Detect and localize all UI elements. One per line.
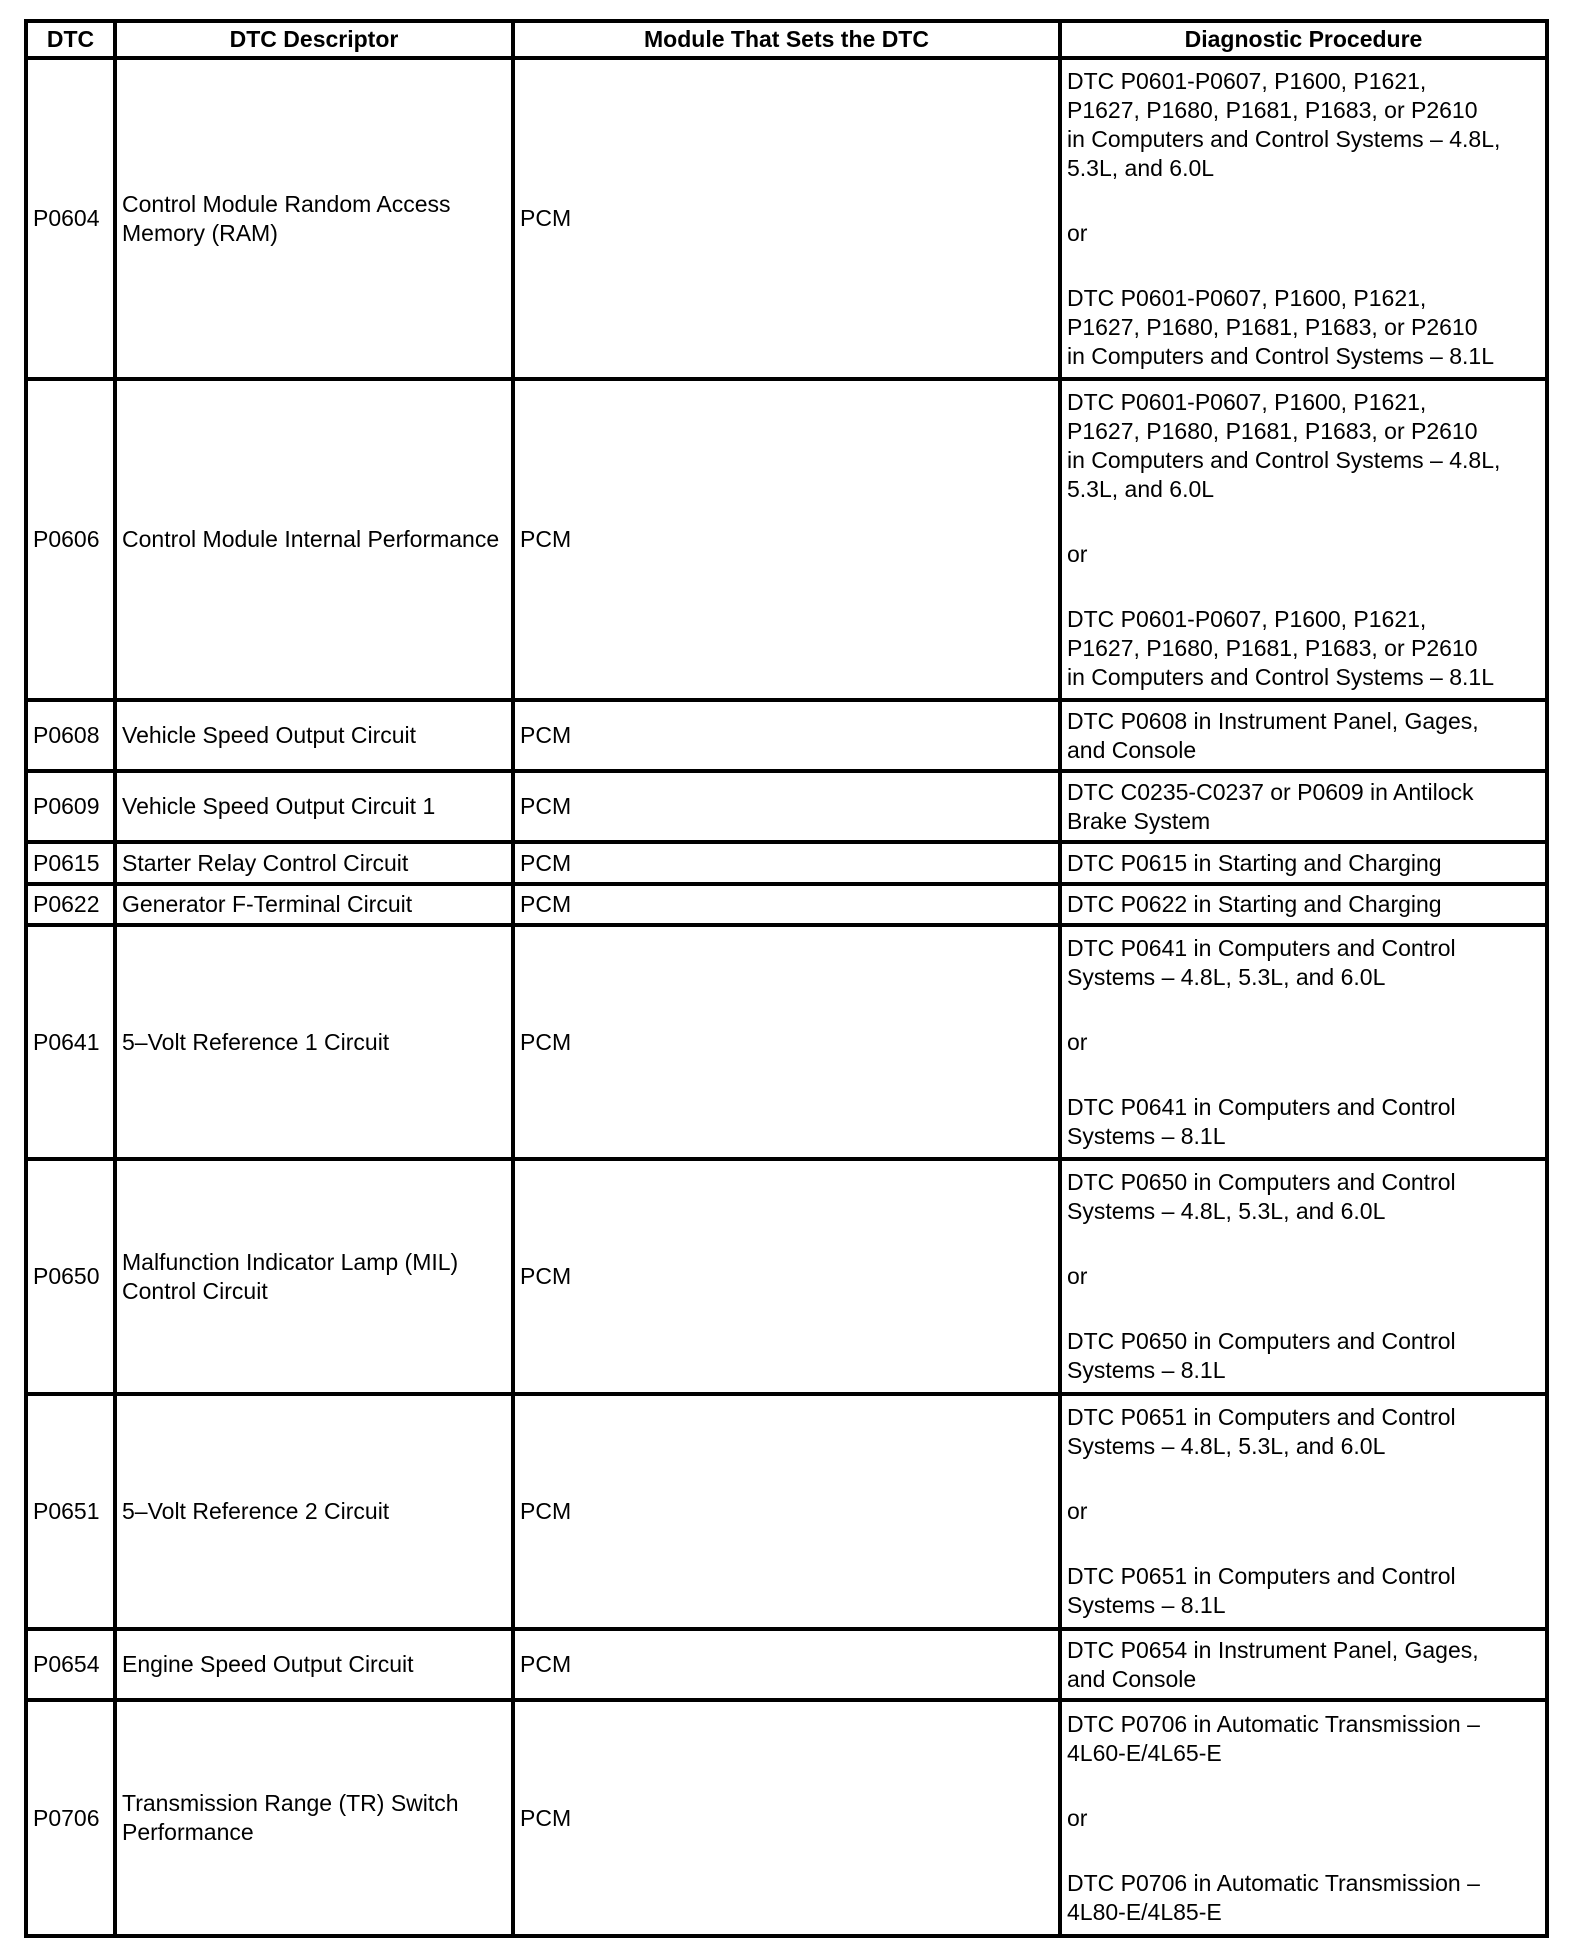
procedure-line: in Computers and Control Systems – 4.8L,: [1067, 446, 1501, 473]
diagnostic-procedure-cell: [1060, 1159, 1547, 1394]
module-cell: PCM: [513, 1159, 1060, 1394]
procedure-line: DTC P0651 in Computers and Control: [1067, 1404, 1456, 1430]
procedure-line: DTC P0601-P0607, P1600, P1621,: [1067, 284, 1427, 311]
dtc-descriptor-cell: Engine Speed Output Circuit: [115, 1629, 513, 1700]
procedure-or-text: or: [1067, 1028, 1088, 1055]
module-cell: PCM: [513, 1394, 1060, 1629]
dtc-code-cell: P0706: [26, 1700, 115, 1936]
module-cell: PCM: [513, 1700, 1060, 1936]
dtc-code-cell: P0622: [26, 884, 115, 925]
diagnostic-procedure-cell: [1060, 58, 1547, 379]
diagnostic-procedure-cell: [1060, 771, 1547, 842]
procedure-line: Systems – 8.1L: [1067, 1122, 1226, 1149]
procedure-line: in Computers and Control Systems – 8.1L: [1067, 342, 1494, 369]
procedure-line: DTC P0651 in Computers and Control: [1067, 1563, 1456, 1589]
procedure-line: DTC P0601-P0607, P1600, P1621,: [1067, 67, 1427, 94]
procedure-line: DTC P0622 in Starting and Charging: [1067, 891, 1442, 917]
table-row: [26, 1629, 1547, 1700]
table-row: [26, 884, 1547, 925]
procedure-line: Systems – 4.8L, 5.3L, and 6.0L: [1067, 963, 1386, 990]
table-row: [26, 1159, 1547, 1394]
procedure-or-text: or: [1067, 1498, 1088, 1524]
dtc-code-cell: P0615: [26, 842, 115, 884]
procedure-spacer: [1067, 992, 1540, 1028]
procedure-line: DTC P0706 in Automatic Transmission –: [1067, 1869, 1480, 1896]
procedure-line: DTC C0235-C0237 or P0609 in Antilock: [1067, 778, 1474, 805]
procedure-spacer: [1067, 1226, 1540, 1262]
diagnostic-procedure-cell: [1060, 925, 1547, 1159]
procedure-or-text: or: [1067, 1263, 1088, 1289]
module-cell: PCM: [513, 771, 1060, 842]
procedure-line: and Console: [1067, 736, 1197, 763]
procedure-line: DTC P0654 in Instrument Panel, Gages,: [1067, 1636, 1479, 1663]
procedure-line: DTC P0608 in Instrument Panel, Gages,: [1067, 707, 1479, 734]
diagnostic-procedure-cell: [1060, 1700, 1547, 1936]
dtc-descriptor-cell: 5–Volt Reference 2 Circuit: [115, 1394, 513, 1629]
procedure-line: DTC P0615 in Starting and Charging: [1067, 849, 1442, 876]
dtc-code-cell: P0606: [26, 379, 115, 700]
procedure-line: Systems – 8.1L: [1067, 1357, 1226, 1383]
module-cell: PCM: [513, 884, 1060, 925]
dtc-code-cell: P0641: [26, 925, 115, 1159]
procedure-line: P1627, P1680, P1681, P1683, or P2610: [1067, 313, 1478, 340]
table-row: [26, 842, 1547, 884]
procedure-line: DTC P0601-P0607, P1600, P1621,: [1067, 388, 1427, 415]
procedure-spacer: [1067, 1526, 1540, 1562]
procedure-line: 4L80-E/4L85-E: [1067, 1898, 1222, 1925]
procedure-line: Systems – 4.8L, 5.3L, and 6.0L: [1067, 1433, 1386, 1459]
procedure-spacer: [1067, 183, 1540, 219]
table-row: [26, 379, 1547, 700]
table-row: [26, 700, 1547, 771]
procedure-or-text: or: [1067, 540, 1088, 567]
dtc-code-cell: P0651: [26, 1394, 115, 1629]
procedure-line: P1627, P1680, P1681, P1683, or P2610: [1067, 634, 1478, 661]
procedure-or-text: or: [1067, 219, 1088, 246]
diagnostic-procedure-cell: [1060, 1394, 1547, 1629]
dtc-descriptor-cell: Malfunction Indicator Lamp (MIL) Control Circuit: [115, 1159, 513, 1394]
module-cell: PCM: [513, 700, 1060, 771]
procedure-line: Systems – 8.1L: [1067, 1592, 1226, 1618]
procedure-line: DTC P0650 in Computers and Control: [1067, 1328, 1456, 1354]
diagnostic-procedure-cell: [1060, 1629, 1547, 1700]
table-header-row: [26, 21, 1547, 58]
procedure-line: in Computers and Control Systems – 4.8L,: [1067, 125, 1501, 152]
procedure-spacer: [1067, 1833, 1540, 1869]
header-dtc: DTC: [26, 21, 115, 58]
procedure-line: DTC P0601-P0607, P1600, P1621,: [1067, 605, 1427, 632]
procedure-spacer: [1067, 1461, 1540, 1497]
dtc-table: [24, 19, 1549, 1938]
dtc-code-cell: P0609: [26, 771, 115, 842]
header-diagnostic-procedure: Diagnostic Procedure: [1060, 21, 1547, 58]
table-row: [26, 1700, 1547, 1936]
header-dtc-descriptor: DTC Descriptor: [115, 21, 513, 58]
dtc-code-cell: P0650: [26, 1159, 115, 1394]
dtc-descriptor-cell: Vehicle Speed Output Circuit: [115, 700, 513, 771]
procedure-line: Systems – 4.8L, 5.3L, and 6.0L: [1067, 1198, 1386, 1224]
module-cell: PCM: [513, 925, 1060, 1159]
dtc-descriptor-cell: Control Module Internal Performance: [115, 379, 513, 700]
procedure-spacer: [1067, 1057, 1540, 1093]
procedure-line: DTC P0641 in Computers and Control: [1067, 1093, 1456, 1120]
procedure-line: DTC P0706 in Automatic Transmission –: [1067, 1710, 1480, 1737]
procedure-spacer: [1067, 569, 1540, 605]
module-cell: PCM: [513, 842, 1060, 884]
module-cell: PCM: [513, 1629, 1060, 1700]
diagnostic-procedure-cell: [1060, 379, 1547, 700]
header-module: Module That Sets the DTC: [513, 21, 1060, 58]
table-row: [26, 771, 1547, 842]
dtc-descriptor-cell: Starter Relay Control Circuit: [115, 842, 513, 884]
dtc-code-cell: P0654: [26, 1629, 115, 1700]
table-row: [26, 1394, 1547, 1629]
procedure-line: in Computers and Control Systems – 8.1L: [1067, 663, 1494, 690]
procedure-or-text: or: [1067, 1804, 1088, 1831]
table-row: [26, 58, 1547, 379]
procedure-line: P1627, P1680, P1681, P1683, or P2610: [1067, 417, 1478, 444]
dtc-code-cell: P0604: [26, 58, 115, 379]
procedure-line: Brake System: [1067, 807, 1211, 834]
dtc-descriptor-cell: Vehicle Speed Output Circuit 1: [115, 771, 513, 842]
dtc-descriptor-cell: Transmission Range (TR) Switch Performance: [115, 1700, 513, 1936]
procedure-line: 5.3L, and 6.0L: [1067, 154, 1215, 181]
procedure-line: DTC P0650 in Computers and Control: [1067, 1169, 1456, 1195]
dtc-descriptor-cell: Generator F-Terminal Circuit: [115, 884, 513, 925]
procedure-spacer: [1067, 1768, 1540, 1804]
procedure-spacer: [1067, 248, 1540, 284]
procedure-line: 5.3L, and 6.0L: [1067, 475, 1215, 502]
diagnostic-procedure-cell: [1060, 842, 1547, 884]
procedure-line: DTC P0641 in Computers and Control: [1067, 934, 1456, 961]
dtc-code-cell: P0608: [26, 700, 115, 771]
procedure-line: P1627, P1680, P1681, P1683, or P2610: [1067, 96, 1478, 123]
module-cell: PCM: [513, 58, 1060, 379]
procedure-spacer: [1067, 1291, 1540, 1327]
procedure-line: 4L60-E/4L65-E: [1067, 1739, 1222, 1766]
diagnostic-procedure-cell: [1060, 700, 1547, 771]
dtc-descriptor-cell: Control Module Random Access Memory (RAM): [115, 58, 513, 379]
table-body: [26, 58, 1547, 1936]
dtc-descriptor-cell: 5–Volt Reference 1 Circuit: [115, 925, 513, 1159]
module-cell: PCM: [513, 379, 1060, 700]
procedure-line: and Console: [1067, 1665, 1197, 1692]
table-row: [26, 925, 1547, 1159]
diagnostic-procedure-cell: [1060, 884, 1547, 925]
procedure-spacer: [1067, 504, 1540, 540]
